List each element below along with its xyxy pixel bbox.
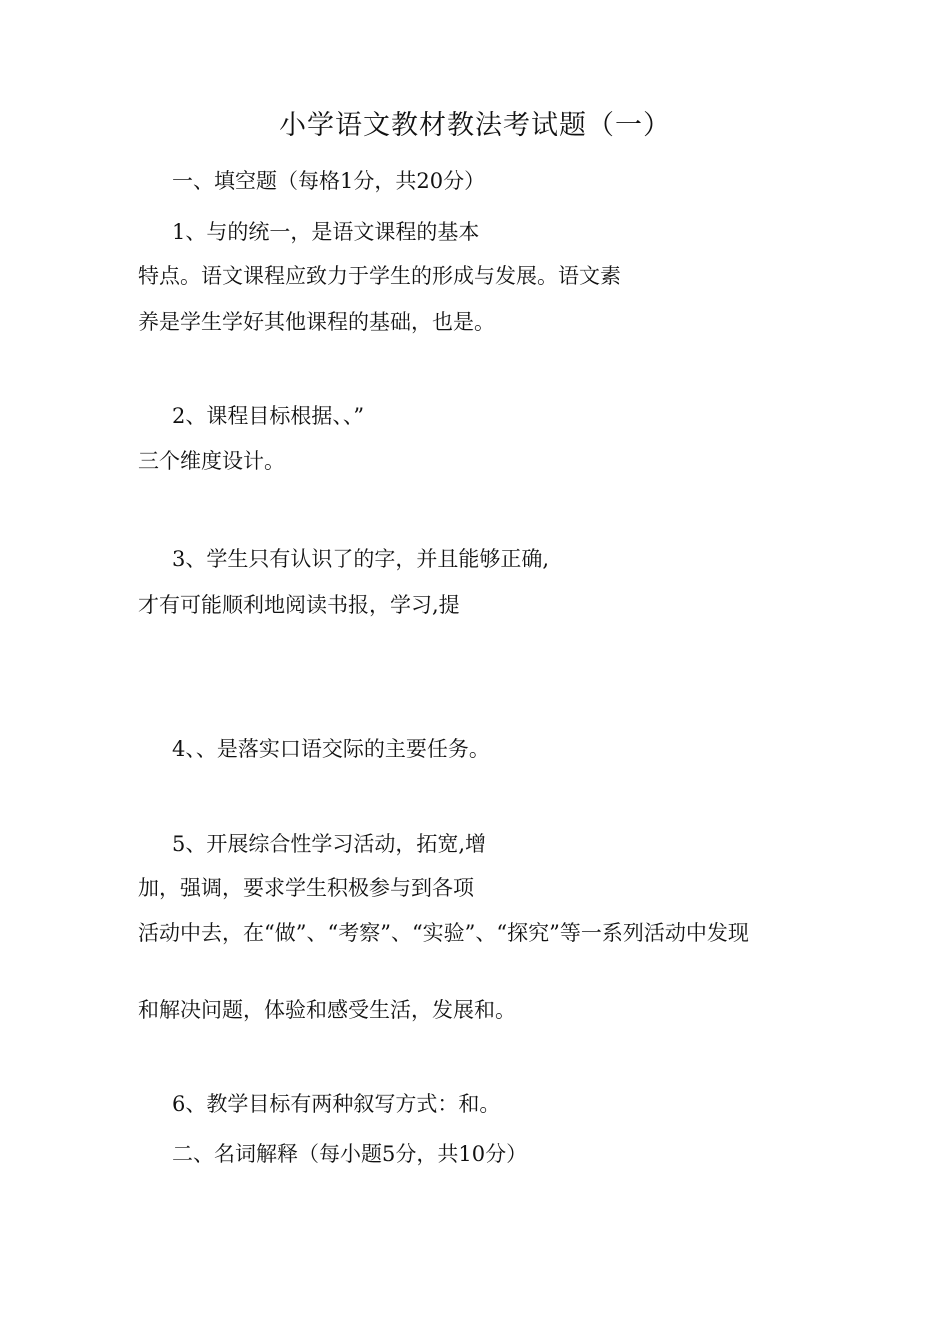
question-6-line-1: 6、教学目标有两种叙写方式：和。 xyxy=(172,1092,501,1116)
question-2-line-2: 三个维度设计。 xyxy=(138,449,285,473)
document-title: 小学语文教材教法考试题（一） xyxy=(279,110,671,141)
question-3-line-2: 才有可能顺利地阅读书报，学习,提 xyxy=(138,593,460,617)
question-5-line-2: 加，强调，要求学生积极参与到各项 xyxy=(138,876,474,900)
section-heading-terms: 二、名词解释（每小题5分，共10分） xyxy=(172,1142,528,1166)
question-1-line-1: 1、与的统一，是语文课程的基本 xyxy=(172,220,480,244)
question-4-line-1: 4、、是落实口语交际的主要任务。 xyxy=(172,737,490,761)
question-1-line-3: 养是学生学好其他课程的基础，也是。 xyxy=(138,310,495,334)
question-2-line-1: 2、课程目标根据、、” xyxy=(172,404,365,428)
question-5-line-1: 5、开展综合性学习活动，拓宽,增 xyxy=(172,832,487,856)
question-3-line-1: 3、学生只有认识了的字，并且能够正确, xyxy=(172,547,550,571)
question-5-line-3: 活动中去，在“做”、“考察”、“实验”、“探究”等一系列活动中发现 xyxy=(138,921,749,945)
section-heading-fill-in: 一、填空题（每格1分，共20分） xyxy=(172,169,486,193)
question-5-line-4: 和解决问题，体验和感受生活，发展和。 xyxy=(138,998,516,1022)
question-1-line-2: 特点。语文课程应致力于学生的形成与发展。语文素 xyxy=(138,264,621,288)
